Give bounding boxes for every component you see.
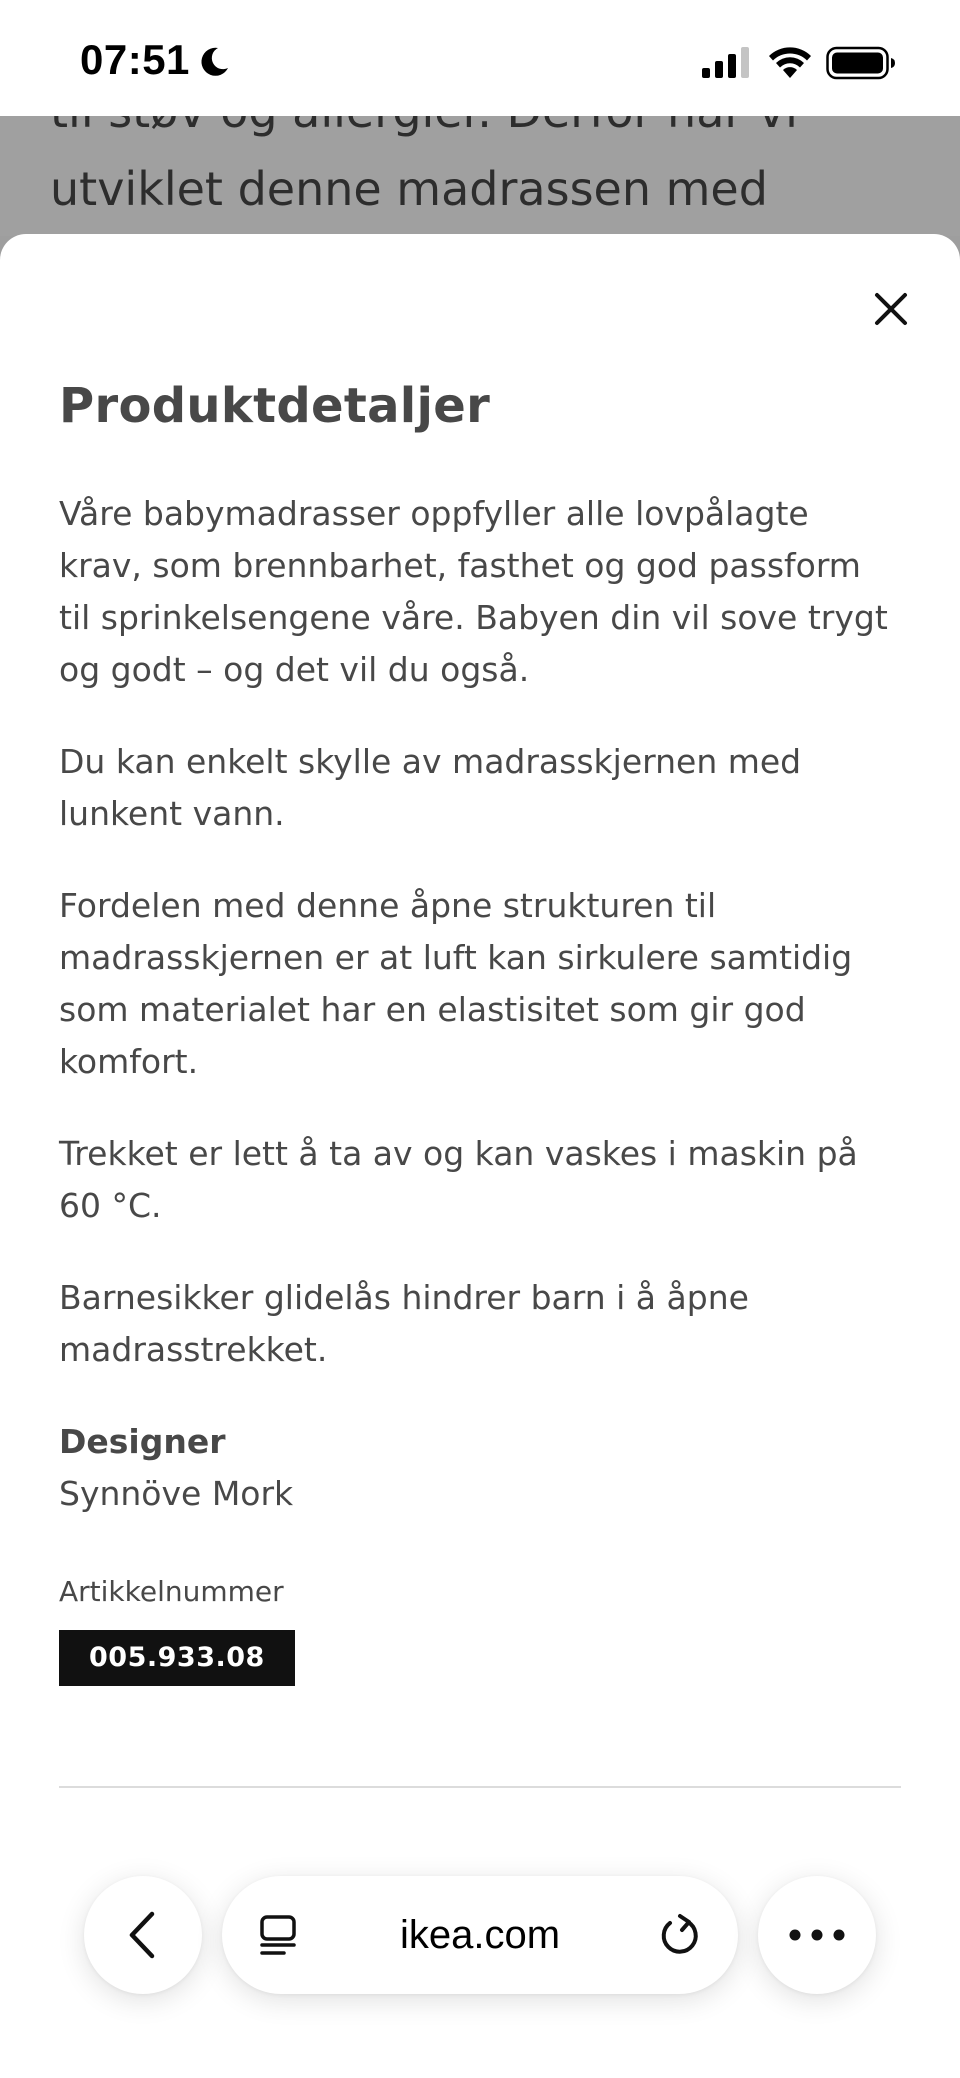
close-icon — [873, 291, 909, 327]
description-paragraph: Våre babymadrasser oppfyller alle lovpålagte krav, som brennbarhet, fasthet og god passform til sprinkelsengene våre. Babyen din vil sove trygt og godt – og det vil du også. — [59, 494, 888, 689]
page-title: Produktdetaljer — [59, 378, 491, 434]
home-indicator-area — [0, 2040, 960, 2078]
description-paragraph: Barnesikker glidelås hindrer barn i å åpne madrasstrekket. — [59, 1278, 749, 1369]
battery-icon — [826, 46, 896, 80]
address-bar[interactable] — [222, 1876, 738, 1994]
wifi-icon — [768, 44, 812, 80]
description-paragraph: Du kan enkelt skylle av madrasskjernen med lunkent vann. — [59, 742, 802, 833]
background-text-line: utviklet denne madrassen med — [50, 162, 768, 216]
back-chevron-icon — [124, 1910, 160, 1960]
reload-icon[interactable] — [658, 1912, 702, 1958]
divider — [59, 1786, 901, 1788]
description-paragraph: Fordelen med denne åpne strukturen til madrasskjernen er at luft kan sirkulere samtidig som materialet har en elastisitet som gir god komfort. — [59, 886, 853, 1081]
status-bar — [0, 0, 960, 116]
status-time: 07:51 — [80, 36, 190, 83]
designer-label: Designer — [59, 1422, 226, 1461]
product-details-sheet — [0, 234, 960, 2078]
cellular-signal-icon — [700, 46, 752, 80]
article-number-label: Artikkelnummer — [59, 1575, 284, 1608]
product-description — [59, 488, 899, 1520]
url-text: ikea.com — [399, 1913, 561, 1957]
back-button[interactable] — [84, 1876, 202, 1994]
browser-toolbar — [0, 1860, 960, 2010]
close-button[interactable] — [862, 280, 920, 338]
moon-icon — [196, 44, 232, 80]
designer-name: Synnöve Mork — [59, 1474, 294, 1513]
more-options-button[interactable] — [758, 1876, 876, 1994]
more-dots-icon — [788, 1928, 846, 1942]
article-number-badge: 005.933.08 — [59, 1630, 295, 1686]
background-page — [0, 116, 960, 236]
description-paragraph: Trekket er lett å ta av og kan vaskes i maskin på 60 °C. — [59, 1134, 858, 1225]
